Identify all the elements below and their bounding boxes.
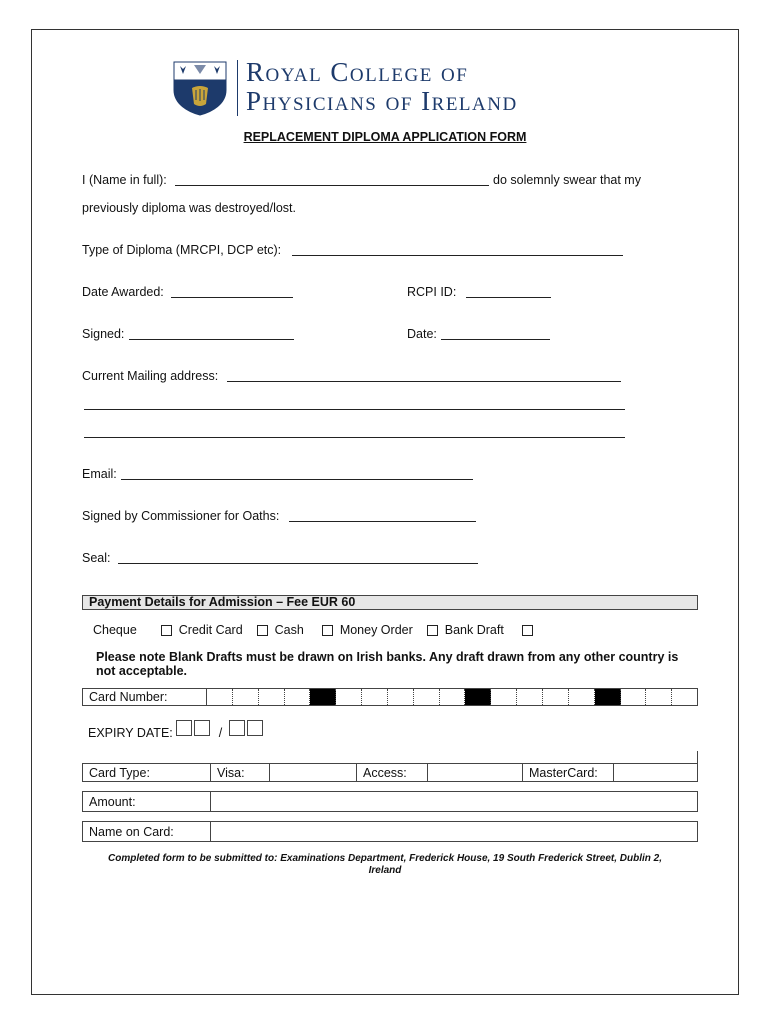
card-number-digit[interactable] — [569, 689, 595, 705]
mastercard-label: MasterCard: — [523, 764, 614, 782]
card-number-digit[interactable] — [414, 689, 440, 705]
credit-card-checkbox[interactable] — [257, 625, 268, 636]
college-crest-icon — [172, 60, 228, 116]
expiry-row — [88, 720, 265, 740]
option-cheque-label: Cheque — [93, 623, 137, 637]
rcpi-id-label: RCPI ID: — [407, 285, 457, 299]
expiry-month-digit1[interactable] — [176, 720, 192, 736]
mailing-address-line2[interactable] — [84, 409, 625, 410]
mastercard-field[interactable] — [614, 764, 698, 782]
submission-note — [82, 853, 688, 877]
card-number-label: Card Number: — [83, 689, 207, 705]
card-number-row — [82, 688, 698, 706]
card-number-digit[interactable] — [517, 689, 543, 705]
card-number-digit[interactable] — [388, 689, 414, 705]
access-label: Access: — [357, 764, 428, 782]
submission-note-line1: Completed form to be submitted to: Examinations Department, Frederick House, 19 South Frederick Street, Dublin 2, — [108, 853, 662, 864]
email-field[interactable] — [121, 479, 473, 480]
date-field[interactable] — [441, 339, 550, 340]
bank-draft-checkbox[interactable] — [522, 625, 533, 636]
signed-label: Signed: — [82, 327, 125, 341]
money-order-checkbox[interactable] — [427, 625, 438, 636]
seal-label: Seal: — [82, 551, 111, 565]
card-type-label: Card Type: — [83, 764, 211, 782]
option-credit-card-label: Credit Card — [178, 623, 243, 637]
signed-field[interactable] — [129, 339, 294, 340]
college-name — [246, 58, 518, 116]
card-number-digit[interactable] — [285, 689, 311, 705]
access-field[interactable] — [428, 764, 523, 782]
expiry-year-digit1[interactable] — [229, 720, 245, 736]
mailing-address-line1[interactable] — [227, 381, 621, 382]
card-type-table — [82, 763, 698, 782]
expiry-label: EXPIRY DATE: — [88, 726, 173, 740]
card-number-separator — [465, 689, 491, 705]
card-number-digit[interactable] — [259, 689, 285, 705]
option-cash-label: Cash — [274, 623, 304, 637]
cheque-checkbox[interactable] — [161, 625, 172, 636]
card-number-separator — [310, 689, 336, 705]
card-number-digit[interactable] — [207, 689, 233, 705]
form-title-text: REPLACEMENT DIPLOMA APPLICATION FORM — [243, 130, 527, 144]
visa-field[interactable] — [270, 764, 357, 782]
cash-checkbox[interactable] — [322, 625, 333, 636]
date-awarded-field[interactable] — [171, 297, 293, 298]
expiry-month-digit2[interactable] — [194, 720, 210, 736]
logo-divider — [237, 60, 238, 116]
visa-label: Visa: — [211, 764, 270, 782]
college-name-line2: Physicians of Ireland — [246, 86, 518, 116]
commissioner-label: Signed by Commissioner for Oaths: — [82, 509, 280, 523]
rcpi-id-field[interactable] — [466, 297, 551, 298]
commissioner-field[interactable] — [289, 521, 476, 522]
name-continuation: previously diploma was destroyed/lost. — [82, 201, 296, 215]
name-on-card-label: Name on Card: — [83, 822, 211, 842]
amount-table — [82, 791, 698, 812]
payment-options — [93, 623, 536, 637]
email-label: Email: — [82, 467, 117, 481]
diploma-type-label: Type of Diploma (MRCPI, DCP etc): — [82, 243, 282, 257]
name-on-card-field[interactable] — [211, 822, 698, 842]
expiry-year-digit2[interactable] — [247, 720, 263, 736]
name-on-card-table — [82, 821, 698, 842]
submission-note-line2: Ireland — [368, 865, 402, 876]
card-number-digit[interactable] — [491, 689, 517, 705]
amount-field[interactable] — [211, 792, 698, 812]
diploma-type-field[interactable] — [292, 255, 623, 256]
card-number-digit[interactable] — [646, 689, 672, 705]
seal-field[interactable] — [118, 563, 478, 564]
mailing-address-label: Current Mailing address: — [82, 369, 219, 383]
name-label: I (Name in full): — [82, 173, 167, 187]
college-name-line1: Royal College of — [246, 57, 469, 87]
date-awarded-label: Date Awarded: — [82, 285, 164, 299]
option-bank-draft-label: Bank Draft — [444, 623, 504, 637]
card-number-digit[interactable] — [336, 689, 362, 705]
mailing-address-line3[interactable] — [84, 437, 625, 438]
name-field[interactable] — [175, 185, 489, 186]
card-number-digit[interactable] — [233, 689, 259, 705]
card-number-digit[interactable] — [362, 689, 388, 705]
name-suffix: do solemnly swear that my — [493, 173, 641, 187]
card-number-digit[interactable] — [672, 689, 697, 705]
expiry-separator: / — [218, 726, 223, 740]
form-title — [0, 130, 770, 144]
date-label: Date: — [407, 327, 437, 341]
card-number-separator — [595, 689, 621, 705]
card-number-digit[interactable] — [440, 689, 466, 705]
amount-label: Amount: — [83, 792, 211, 812]
card-number-digit[interactable] — [543, 689, 569, 705]
option-money-order-label: Money Order — [339, 623, 413, 637]
bank-draft-note: Please note Blank Drafts must be drawn on Irish banks. Any draft drawn from any other country is not acceptable. — [96, 650, 679, 678]
payment-header: Payment Details for Admission – Fee EUR 60 — [82, 595, 698, 610]
card-number-digit[interactable] — [621, 689, 647, 705]
